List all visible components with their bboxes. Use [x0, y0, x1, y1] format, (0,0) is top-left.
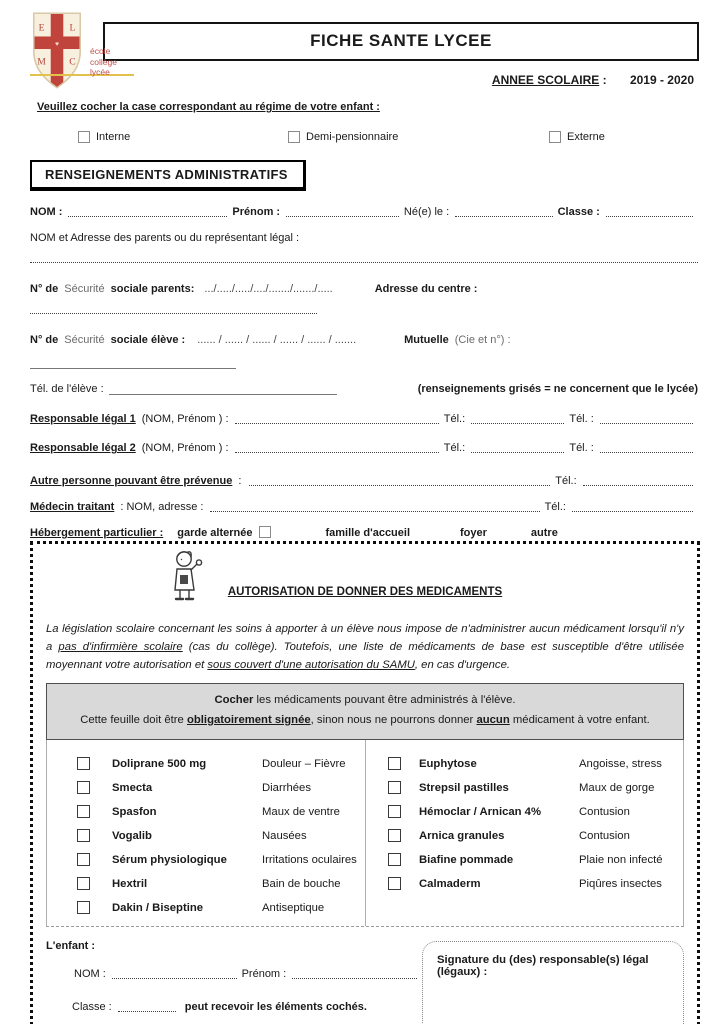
- medicine-use: Diarrhées: [262, 781, 311, 794]
- form-title: FICHE SANTE LYCEE: [103, 22, 699, 61]
- admin-form: [30, 206, 698, 539]
- responsable2-label: Responsable légal 2: [30, 442, 136, 454]
- responsable1-tel2-fill: [600, 414, 693, 424]
- medicine-row-dakin: [47, 896, 365, 920]
- medicine-row-strepsil: [366, 776, 683, 800]
- responsable2-tel1-label: Tél.:: [443, 442, 466, 454]
- cocher-line2: Cette feuille doit être obligatoirement signée, sinon nous ne pourrons donner aucun médicament à votre enfant.: [80, 713, 650, 726]
- school-year-label: ANNEE SCOLAIRE: [491, 73, 600, 87]
- medicine-use: Antiseptique: [262, 901, 325, 914]
- medicine-name: Sérum physiologique: [112, 853, 227, 866]
- secu-parents-label-post: sociale parents:: [110, 283, 195, 295]
- medicine-row-hextril: [47, 872, 365, 896]
- svg-text:♥: ♥: [54, 41, 60, 49]
- svg-text:C: C: [69, 56, 76, 68]
- responsable1-label: Responsable légal 1: [30, 413, 136, 425]
- school-year-value: 2019 - 2020: [629, 73, 694, 87]
- responsable2-line: [30, 442, 698, 454]
- enfant-classe-line: [72, 1001, 422, 1013]
- secu-parents-label-pre: N° de: [30, 283, 59, 295]
- enfant-nom-label: NOM :: [74, 967, 106, 980]
- underlined-pas-infirmiere: pas d'infirmière scolaire: [58, 641, 183, 654]
- medicine-name: Euphytose: [419, 757, 477, 770]
- signature-label: Signature du (des) responsable(s) légal (légaux) :: [437, 953, 649, 978]
- medicine-use: Maux de ventre: [262, 805, 340, 818]
- responsable2-tel1-fill: [471, 443, 564, 453]
- smecta-checkbox[interactable]: [77, 781, 90, 794]
- medicine-use: Contusion: [579, 829, 630, 842]
- tel-eleve-line: [30, 383, 698, 395]
- adresse-centre-fill: [30, 304, 317, 314]
- medicine-use: Contusion: [579, 805, 630, 818]
- authorization-title: AUTORISATION DE DONNER DES MEDICAMENTS: [227, 586, 503, 598]
- authorization-footer: [46, 939, 684, 1024]
- autre-personne-colon: :: [238, 475, 242, 487]
- medicine-row-arnica: [366, 824, 683, 848]
- identity-line: [30, 206, 698, 218]
- responsable2-sub: (NOM, Prénom ) :: [141, 442, 229, 454]
- arnica-checkbox[interactable]: [388, 829, 401, 842]
- adresse-centre-label: Adresse du centre :: [374, 283, 478, 295]
- medicine-row-biafine: [366, 848, 683, 872]
- medicine-row-doliprane: [47, 752, 365, 776]
- regime-option-externe: [549, 131, 605, 143]
- responsable2-tel2-fill: [600, 443, 693, 453]
- medicine-name: Dakin / Biseptine: [112, 901, 204, 914]
- strepsil-checkbox[interactable]: [388, 781, 401, 794]
- medicine-row-spasfon: [47, 800, 365, 824]
- medicine-use: Plaie non infecté: [579, 853, 663, 866]
- authorization-box: [30, 541, 700, 1024]
- autre-personne-tel-fill: [583, 476, 693, 486]
- dakin-checkbox[interactable]: [77, 901, 90, 914]
- enfant-classe-label: Classe :: [72, 1000, 112, 1013]
- enfant-classe-fill: [118, 1002, 176, 1012]
- medicine-row-euphytose: [366, 752, 683, 776]
- ne-le-fill: [455, 207, 552, 217]
- medicine-use: Douleur – Fièvre: [262, 757, 346, 770]
- medicine-name: Doliprane 500 mg: [112, 757, 207, 770]
- responsable1-tel1-label: Tél.:: [443, 413, 466, 425]
- tel-eleve-label: Tél. de l'élève :: [30, 383, 104, 395]
- interne-checkbox[interactable]: [78, 131, 90, 143]
- tel-eleve-fill: [109, 384, 337, 395]
- autre-personne-line: [30, 475, 698, 487]
- secu-parents-line: [30, 283, 698, 295]
- medicine-name: Vogalib: [112, 829, 152, 842]
- nurse-icon: [164, 549, 210, 609]
- enfant-prenom-fill: [292, 969, 417, 979]
- medicine-name: Hémoclar / Arnican 4%: [419, 805, 542, 818]
- medecin-sub: : NOM, adresse :: [120, 501, 204, 513]
- crest-gold-line: [30, 74, 134, 76]
- enfant-prenom-label: Prénom :: [241, 967, 287, 980]
- medecin-tel-fill: [572, 502, 693, 512]
- svg-text:L: L: [69, 22, 76, 34]
- regime-option-demi-pensionnaire: [288, 131, 398, 143]
- medicine-name: Arnica granules: [419, 829, 505, 842]
- secu-eleve-label-post: sociale élève :: [110, 334, 186, 346]
- medicine-use: Bain de bouche: [262, 877, 341, 890]
- medicine-name: Smecta: [112, 781, 153, 794]
- responsable2-fill: [235, 443, 439, 453]
- hebergement-label: Hébergement particulier :: [30, 527, 164, 539]
- interne-label: Interne: [96, 131, 131, 143]
- medicine-use: Piqûres insectes: [579, 877, 662, 890]
- secu-parents-slots: .../...../...../..../......./......./.....: [204, 283, 333, 295]
- medecin-line: [30, 501, 698, 513]
- responsable1-fill: [235, 414, 439, 424]
- grayed-fields-note: (renseignements grisés = ne concernent que le lycée): [417, 383, 698, 395]
- secu-parents-label-gray: Sécurité: [64, 283, 105, 295]
- enfant-identity-line: [74, 968, 422, 980]
- regime-options-row: [0, 131, 724, 144]
- mutuelle-sub-label: (Cie et n°) :: [454, 334, 511, 346]
- responsable2-tel2-label: Tél. :: [569, 442, 594, 454]
- medicine-row-hemoclar: [366, 800, 683, 824]
- mutuelle-label: Mutuelle: [404, 334, 449, 346]
- biafine-checkbox[interactable]: [388, 853, 401, 866]
- signature-box: [422, 941, 684, 1024]
- regime-option-interne: [78, 131, 130, 143]
- nom-fill: [68, 207, 227, 217]
- autre-hebergement-label: autre: [530, 527, 558, 539]
- autre-personne-tel-label: Tél.:: [555, 475, 577, 487]
- autre-personne-fill: [249, 476, 550, 486]
- legislation-paragraph: La législation scolaire concernant les soins à apporter à un élève nous impose de n'administrer aucun médicament lorsqu'il n'y a pas d'infirmière scolaire (cas du collège). Toutefois, une liste de médicaments de base est susceptible d'être utilisée moyennant votre autorisation et sous couvert d'une autorisation du SAMU, en cas d'urgence.: [46, 623, 684, 672]
- school-year-line: ANNEE SCOLAIRE : 2019 - 2020: [491, 73, 694, 87]
- famille-accueil-label: famille d'accueil: [325, 527, 411, 539]
- crest-shield-icon: [28, 10, 86, 90]
- admin-section-title: RENSEIGNEMENTS ADMINISTRATIFS: [30, 160, 306, 191]
- demi-pensionnaire-label: Demi-pensionnaire: [306, 131, 399, 143]
- hebergement-line: [30, 526, 698, 539]
- cocher-line1: Cocher les médicaments pouvant être administrés à l'élève.: [214, 694, 516, 707]
- secu-eleve-label-pre: N° de: [30, 334, 59, 346]
- nom-label: NOM :: [30, 206, 63, 218]
- medicine-name: Calmaderm: [419, 877, 481, 890]
- medicine-name: Hextril: [112, 877, 148, 890]
- medecin-fill: [210, 502, 540, 512]
- ne-le-label: Né(e) le :: [403, 206, 450, 218]
- secu-eleve-slots: ...... / ...... / ...... / ...... / ...... / .......: [197, 334, 357, 346]
- medicine-name: Strepsil pastilles: [419, 781, 509, 794]
- crest-level-ecole: école: [90, 46, 111, 56]
- spasfon-checkbox[interactable]: [77, 805, 90, 818]
- parents-address-label: NOM et Adresse des parents ou du représentant légal :: [30, 232, 300, 244]
- regime-prompt: Veuillez cocher la case correspondant au régime de votre enfant :: [37, 101, 380, 113]
- parents-address-fill: [30, 253, 698, 263]
- authorization-header: [46, 544, 684, 610]
- doliprane-checkbox[interactable]: [77, 757, 90, 770]
- calmaderm-checkbox[interactable]: [388, 877, 401, 890]
- prenom-label: Prénom :: [232, 206, 281, 218]
- hextril-checkbox[interactable]: [77, 877, 90, 890]
- medicine-row-calmaderm: [366, 872, 683, 896]
- garde-alternee-checkbox[interactable]: [259, 526, 271, 538]
- underlined-samu: sous couvert d'une autorisation du SAMU: [207, 659, 415, 672]
- medicine-row-smecta: [47, 776, 365, 800]
- prenom-fill: [286, 207, 399, 217]
- medicine-use: Angoisse, stress: [579, 757, 662, 770]
- medicine-name: Spasfon: [112, 805, 157, 818]
- crest-levels-text: [90, 46, 117, 78]
- crest-level-lycee: lycée: [90, 67, 110, 78]
- externe-checkbox[interactable]: [549, 131, 561, 143]
- medicines-column-right: [365, 740, 683, 926]
- secu-eleve-line: [30, 334, 698, 346]
- garde-alternee-label: garde alternée: [177, 527, 253, 539]
- classe-label: Classe :: [557, 206, 600, 218]
- medicine-use: Nausées: [262, 829, 307, 842]
- medicines-column-left: [47, 740, 365, 926]
- classe-fill: [606, 207, 693, 217]
- euphytose-checkbox[interactable]: [388, 757, 401, 770]
- demi-pensionnaire-checkbox[interactable]: [288, 131, 300, 143]
- responsable1-tel1-fill: [471, 414, 564, 424]
- secu-eleve-label-gray: Sécurité: [64, 334, 105, 346]
- serum-checkbox[interactable]: [77, 853, 90, 866]
- medicine-name: Biafine pommade: [419, 853, 514, 866]
- crest-level-college: collège: [90, 56, 117, 67]
- hemoclar-checkbox[interactable]: [388, 805, 401, 818]
- medecin-tel-label: Tél.:: [544, 501, 566, 513]
- responsable1-tel2-label: Tél. :: [569, 413, 594, 425]
- responsable1-line: [30, 413, 698, 425]
- svg-text:E: E: [38, 22, 45, 34]
- autre-personne-label: Autre personne pouvant être prévenue: [30, 475, 233, 487]
- vogalib-checkbox[interactable]: [77, 829, 90, 842]
- enfant-nom-fill: [112, 969, 237, 979]
- enfant-label: L'enfant :: [46, 939, 96, 952]
- responsable1-sub: (NOM, Prénom ) :: [141, 413, 229, 425]
- medicine-use: Maux de gorge: [579, 781, 655, 794]
- cocher-instructions: [46, 683, 684, 740]
- secu-eleve-fill: [30, 358, 236, 369]
- medicine-row-serum: [47, 848, 365, 872]
- enfant-block: [46, 939, 422, 1024]
- medicine-row-vogalib: [47, 824, 365, 848]
- externe-label: Externe: [567, 131, 605, 143]
- school-crest-logo: [28, 10, 148, 94]
- medicines-table: [46, 740, 684, 927]
- svg-text:M: M: [37, 56, 46, 68]
- peut-recevoir-text: peut recevoir les éléments cochés.: [184, 1000, 367, 1013]
- medicine-use: Irritations oculaires: [262, 853, 357, 866]
- foyer-label: foyer: [460, 527, 487, 539]
- medecin-label: Médecin traitant: [30, 501, 115, 513]
